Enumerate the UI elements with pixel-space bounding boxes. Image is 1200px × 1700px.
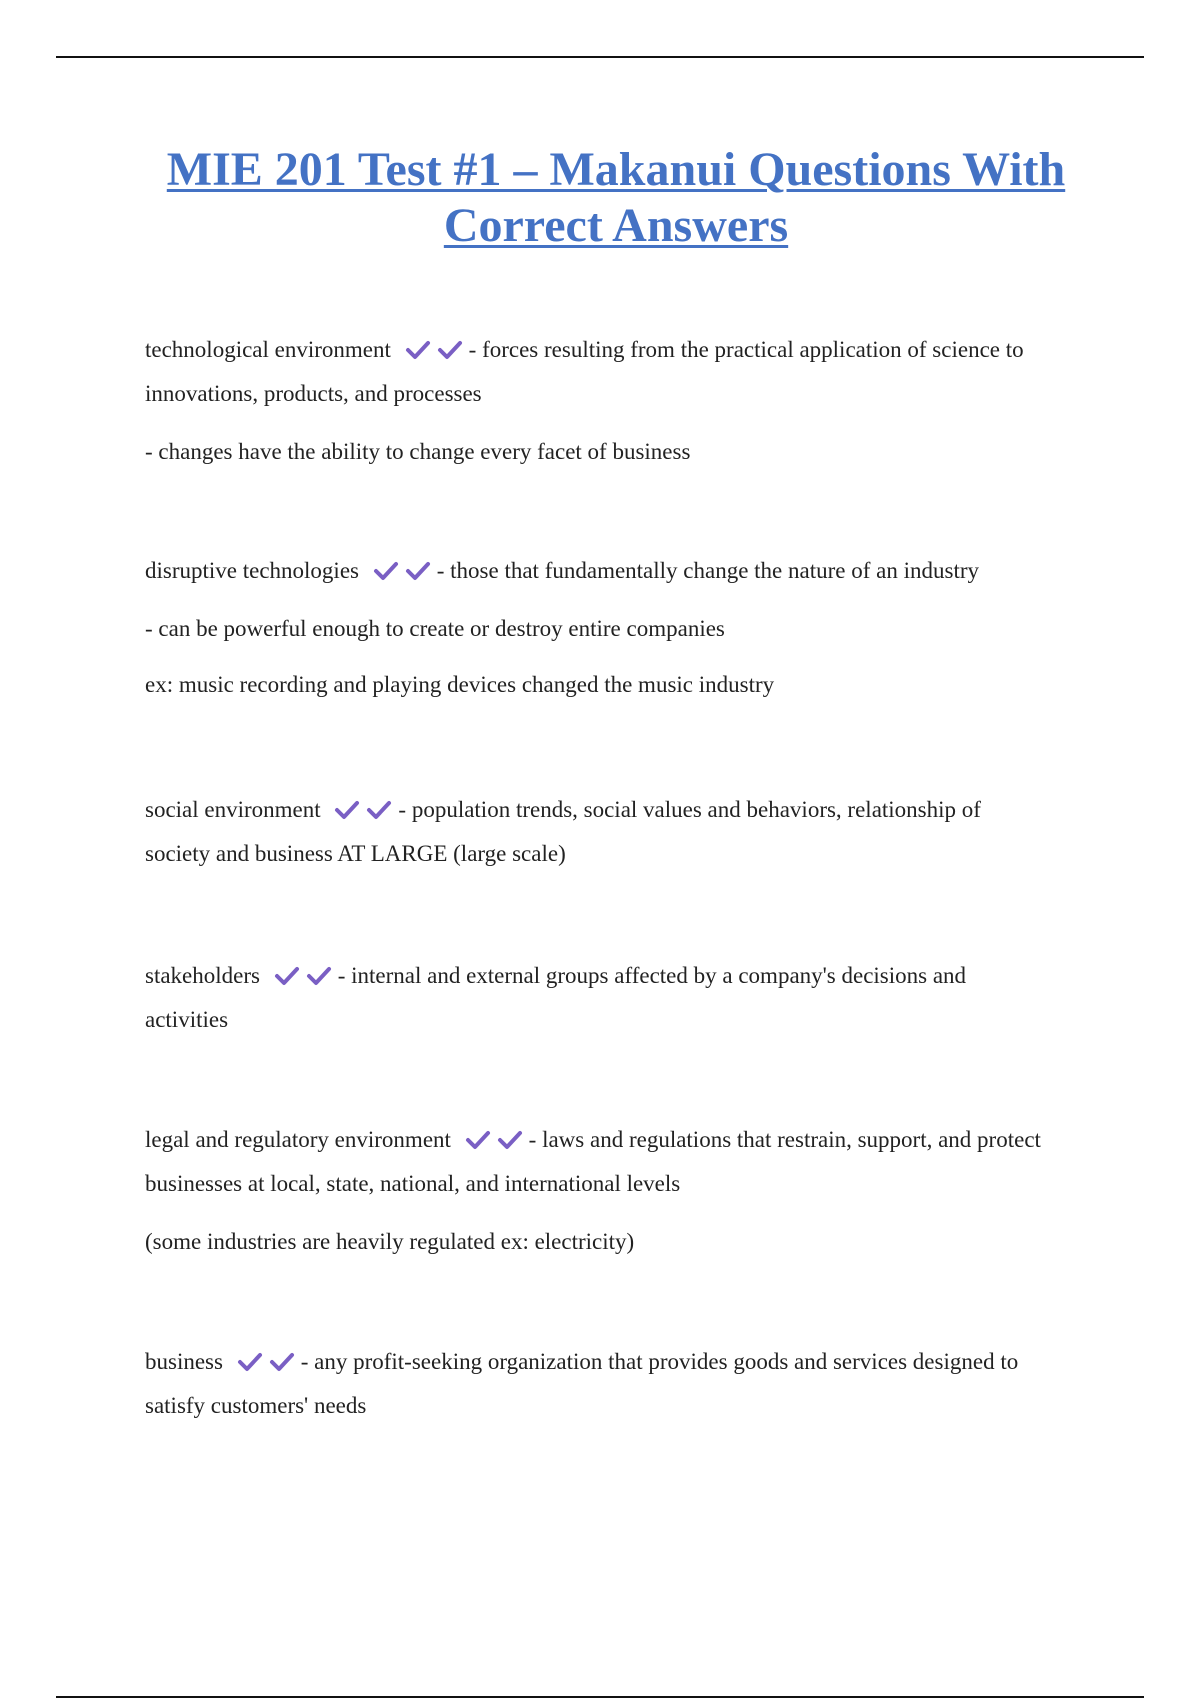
checkmark-icon [497,1130,523,1150]
entry-definition: - forces resulting from the practical application of science to [468,337,1024,362]
checkmark-icon [269,1352,295,1372]
entry-definition: - those that fundamentally change the nature of an industry [436,558,979,583]
entry-definition: - laws and regulations that restrain, support, and protect [528,1127,1041,1152]
entry-definition-continued: innovations, products, and processes [145,381,482,406]
checkmark-icon [366,800,392,820]
entry-first-line [145,1118,1041,1162]
entry-note: - can be powerful enough to create or destroy entire companies [145,616,725,641]
entry-disruptive-technologies [145,549,979,707]
entry-term: technological environment [145,337,391,362]
entry-term: social environment [145,797,321,822]
entry-term: stakeholders [145,963,260,988]
entry-stakeholders [145,954,966,1042]
entry-social-environment [145,788,981,876]
entry-first-line [145,1340,1018,1384]
entry-first-line [145,549,979,593]
entry-note: (some industries are heavily regulated ex: electricity) [145,1229,635,1254]
entry-definition-continued: satisfy customers' needs [145,1393,367,1418]
checkmark-icon [465,1130,491,1150]
checkmark-icon [334,800,360,820]
entry-example: ex: music recording and playing devices changed the music industry [145,672,775,697]
entry-definition-continued: society and business AT LARGE (large scale) [145,841,566,866]
checkmark-icon [274,966,300,986]
checkmark-icon [306,966,332,986]
entry-definition-continued: activities [145,1007,229,1032]
entry-term: business [145,1349,223,1374]
checkmark-icon [405,561,431,581]
entry-first-line [145,328,1024,372]
checkmark-icon [373,561,399,581]
top-rule [56,56,1144,58]
checkmark-icon [437,340,463,360]
entry-business [145,1340,1018,1428]
entry-legal-regulatory-environment [145,1118,1041,1264]
document-title: MIE 201 Test #1 – Makanui Questions With Correct Answers [166,143,1066,252]
entry-definition: - internal and external groups affected by a company's decisions and [337,963,967,988]
entry-first-line [145,788,981,832]
entry-technological-environment [145,328,1024,474]
entry-definition: - population trends, social values and behaviors, relationship of [398,797,981,822]
entry-note: - changes have the ability to change every facet of business [145,439,691,464]
entry-definition: - any profit-seeking organization that provides goods and services designed to [300,1349,1019,1374]
entry-first-line [145,954,966,998]
bottom-rule [56,1696,1144,1698]
entry-term: legal and regulatory environment [145,1127,451,1152]
entry-definition-continued: businesses at local, state, national, and international levels [145,1171,681,1196]
checkmark-icon [237,1352,263,1372]
checkmark-icon [405,340,431,360]
entry-term: disruptive technologies [145,558,359,583]
